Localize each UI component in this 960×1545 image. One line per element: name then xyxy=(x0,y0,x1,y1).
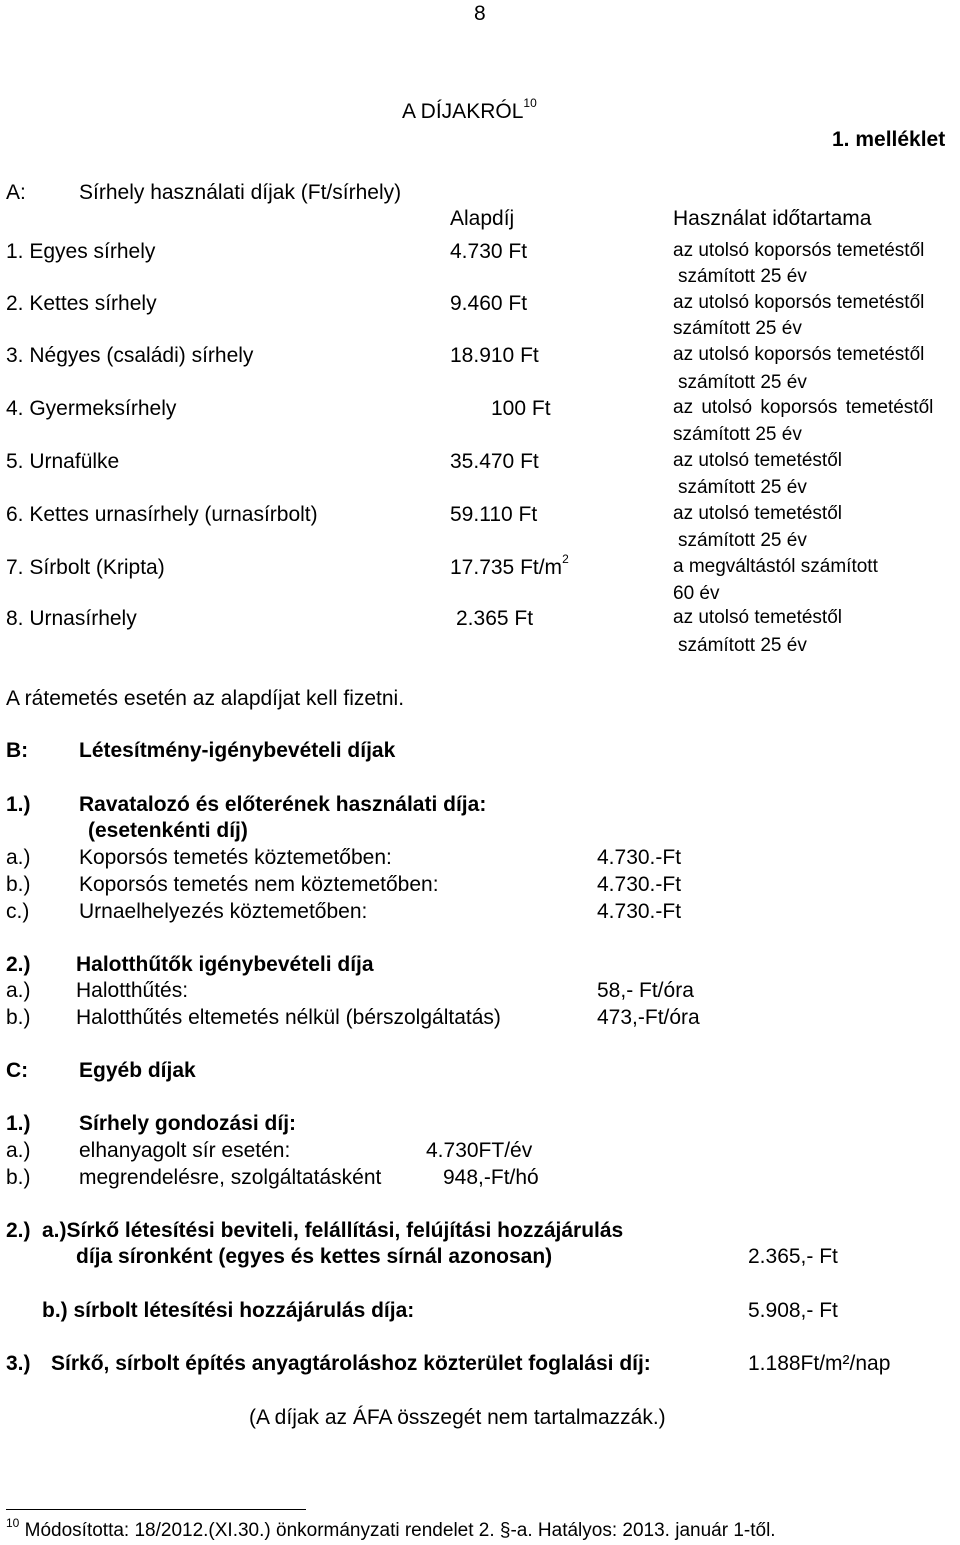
row-duration-line2: számított 25 év xyxy=(678,266,807,287)
section-a-heading: Sírhely használati díjak (Ft/sírhely) xyxy=(79,181,402,204)
row-fee: 59.110 Ft xyxy=(450,503,538,526)
row-duration-line2: 60 év xyxy=(673,583,720,604)
section-c-heading: Egyéb díjak xyxy=(79,1059,196,1082)
item-text: elhanyagolt sír esetén: xyxy=(79,1139,291,1162)
row-duration-line1: az utolsó temetéstől xyxy=(673,503,842,524)
item-text: Koporsós temetés köztemetőben: xyxy=(79,846,392,869)
item-text: Urnaelhelyezés köztemetőben: xyxy=(79,900,368,923)
footnote xyxy=(6,1516,776,1541)
c1-heading: Sírhely gondozási díj: xyxy=(79,1112,297,1135)
item-price: 58,- Ft/óra xyxy=(597,979,694,1002)
item-label: a.) xyxy=(6,1139,31,1162)
col-header-duration: Használat időtartama xyxy=(673,207,872,230)
row-name: 2. Kettes sírhely xyxy=(6,292,157,315)
page-title-text: A DÍJAKRÓL xyxy=(402,100,524,123)
section-b-letter: B: xyxy=(6,739,29,762)
item-text: Halotthűtés eltemetés nélkül (bérszolgáltatás) xyxy=(76,1006,501,1029)
c3-text: Sírkő, sírbolt építés anyagtároláshoz közterület foglalási díj: xyxy=(51,1352,651,1375)
c2a-price: 2.365,- Ft xyxy=(748,1245,838,1268)
appendix-label: 1. melléklet xyxy=(832,128,946,151)
row-name: 8. Urnasírhely xyxy=(6,607,137,630)
b1-heading: Ravatalozó és előterének használati díja: xyxy=(79,793,487,816)
c2b-text: b.) sírbolt létesítési hozzájárulás díja: xyxy=(42,1299,415,1322)
item-label: b.) xyxy=(6,873,31,896)
b2-number: 2.) xyxy=(6,953,31,976)
b1-subheading: (esetenkénti díj) xyxy=(88,819,248,842)
row-name: 6. Kettes urnasírhely (urnasírbolt) xyxy=(6,503,318,526)
row-name: 3. Négyes (családi) sírhely xyxy=(6,344,254,367)
row-fee-superscript: 2 xyxy=(562,552,569,566)
c2-number: 2.) xyxy=(6,1219,31,1242)
c3-number: 3.) xyxy=(6,1352,31,1375)
c3-price: 1.188Ft/m²/nap xyxy=(748,1352,891,1375)
vat-note: (A díjak az ÁFA összegét nem tartalmazzák.) xyxy=(249,1406,666,1429)
section-c-letter: C: xyxy=(6,1059,29,1082)
item-label: c.) xyxy=(6,900,30,923)
item-price: 473,-Ft/óra xyxy=(597,1006,700,1029)
row-name: 7. Sírbolt (Kripta) xyxy=(6,556,165,579)
row-duration-line1: az utolsó koporsós temetéstől xyxy=(673,292,925,313)
item-price: 4.730.-Ft xyxy=(597,873,682,896)
item-label: a.) xyxy=(6,979,31,1002)
item-text: Halotthűtés: xyxy=(76,979,189,1002)
footnote-ref: 10 xyxy=(6,1516,20,1530)
row-fee: 4.730 Ft xyxy=(450,240,528,263)
row-name: 1. Egyes sírhely xyxy=(6,240,156,263)
reburial-note: A rátemetés esetén az alapdíjat kell fizetni. xyxy=(6,687,405,710)
row-fee: 2.365 Ft xyxy=(456,607,534,630)
item-price: 948,-Ft/hó xyxy=(443,1166,539,1189)
row-name: 5. Urnafülke xyxy=(6,450,120,473)
c2a-text-line1: a.)Sírkő létesítési beviteli, felállítási, felújítási hozzájárulás xyxy=(42,1219,624,1242)
row-duration-line1: az utolsó koporsós temetéstől xyxy=(673,344,925,365)
c2b-price: 5.908,- Ft xyxy=(748,1299,838,1322)
row-duration-line2: számított 25 év xyxy=(678,635,807,656)
section-b-heading: Létesítmény-igénybevételi díjak xyxy=(79,739,396,762)
c2a-text-line2: díja síronként (egyes és kettes sírnál azonosan) xyxy=(76,1245,553,1268)
row-fee: 18.910 Ft xyxy=(450,344,539,367)
page-number: 8 xyxy=(474,2,486,25)
b2-heading: Halotthűtők igénybevételi díja xyxy=(76,953,374,976)
item-text: Koporsós temetés nem köztemetőben: xyxy=(79,873,439,896)
item-label: b.) xyxy=(6,1166,31,1189)
row-fee: 9.460 Ft xyxy=(450,292,528,315)
row-fee xyxy=(450,552,569,579)
section-a-letter: A: xyxy=(6,181,26,204)
row-duration-line1: az utolsó temetéstől xyxy=(673,607,842,628)
page-title xyxy=(402,96,537,123)
row-fee-value: 17.735 Ft/m xyxy=(450,556,563,579)
row-duration-line2: számított 25 év xyxy=(678,372,807,393)
row-duration-line2: számított 25 év xyxy=(678,477,807,498)
footnote-divider xyxy=(6,1509,306,1510)
row-duration-line2: számított 25 év xyxy=(673,318,802,339)
b1-number: 1.) xyxy=(6,793,31,816)
row-fee: 35.470 Ft xyxy=(450,450,539,473)
row-duration-line1: az utolsó koporsós temetéstől xyxy=(673,397,934,418)
row-duration-line1: a megváltástól számított xyxy=(673,556,878,577)
row-duration-line1: az utolsó temetéstől xyxy=(673,450,842,471)
row-duration-line1: az utolsó koporsós temetéstől xyxy=(673,240,925,261)
item-label: a.) xyxy=(6,846,31,869)
row-fee: 100 Ft xyxy=(491,397,551,420)
title-footnote-ref: 10 xyxy=(523,96,537,110)
footnote-text: Módosította: 18/2012.(XI.30.) önkormányzati rendelet 2. §-a. Hatályos: 2013. január 1-től. xyxy=(24,1520,776,1541)
row-name: 4. Gyermeksírhely xyxy=(6,397,177,420)
item-price: 4.730FT/év xyxy=(426,1139,533,1162)
item-label: b.) xyxy=(6,1006,31,1029)
row-duration-line2: számított 25 év xyxy=(673,424,802,445)
col-header-fee: Alapdíj xyxy=(450,207,515,230)
c1-number: 1.) xyxy=(6,1112,31,1135)
item-price: 4.730.-Ft xyxy=(597,900,682,923)
item-price: 4.730.-Ft xyxy=(597,846,682,869)
row-duration-line2: számított 25 év xyxy=(678,530,807,551)
item-text: megrendelésre, szolgáltatásként xyxy=(79,1166,382,1189)
